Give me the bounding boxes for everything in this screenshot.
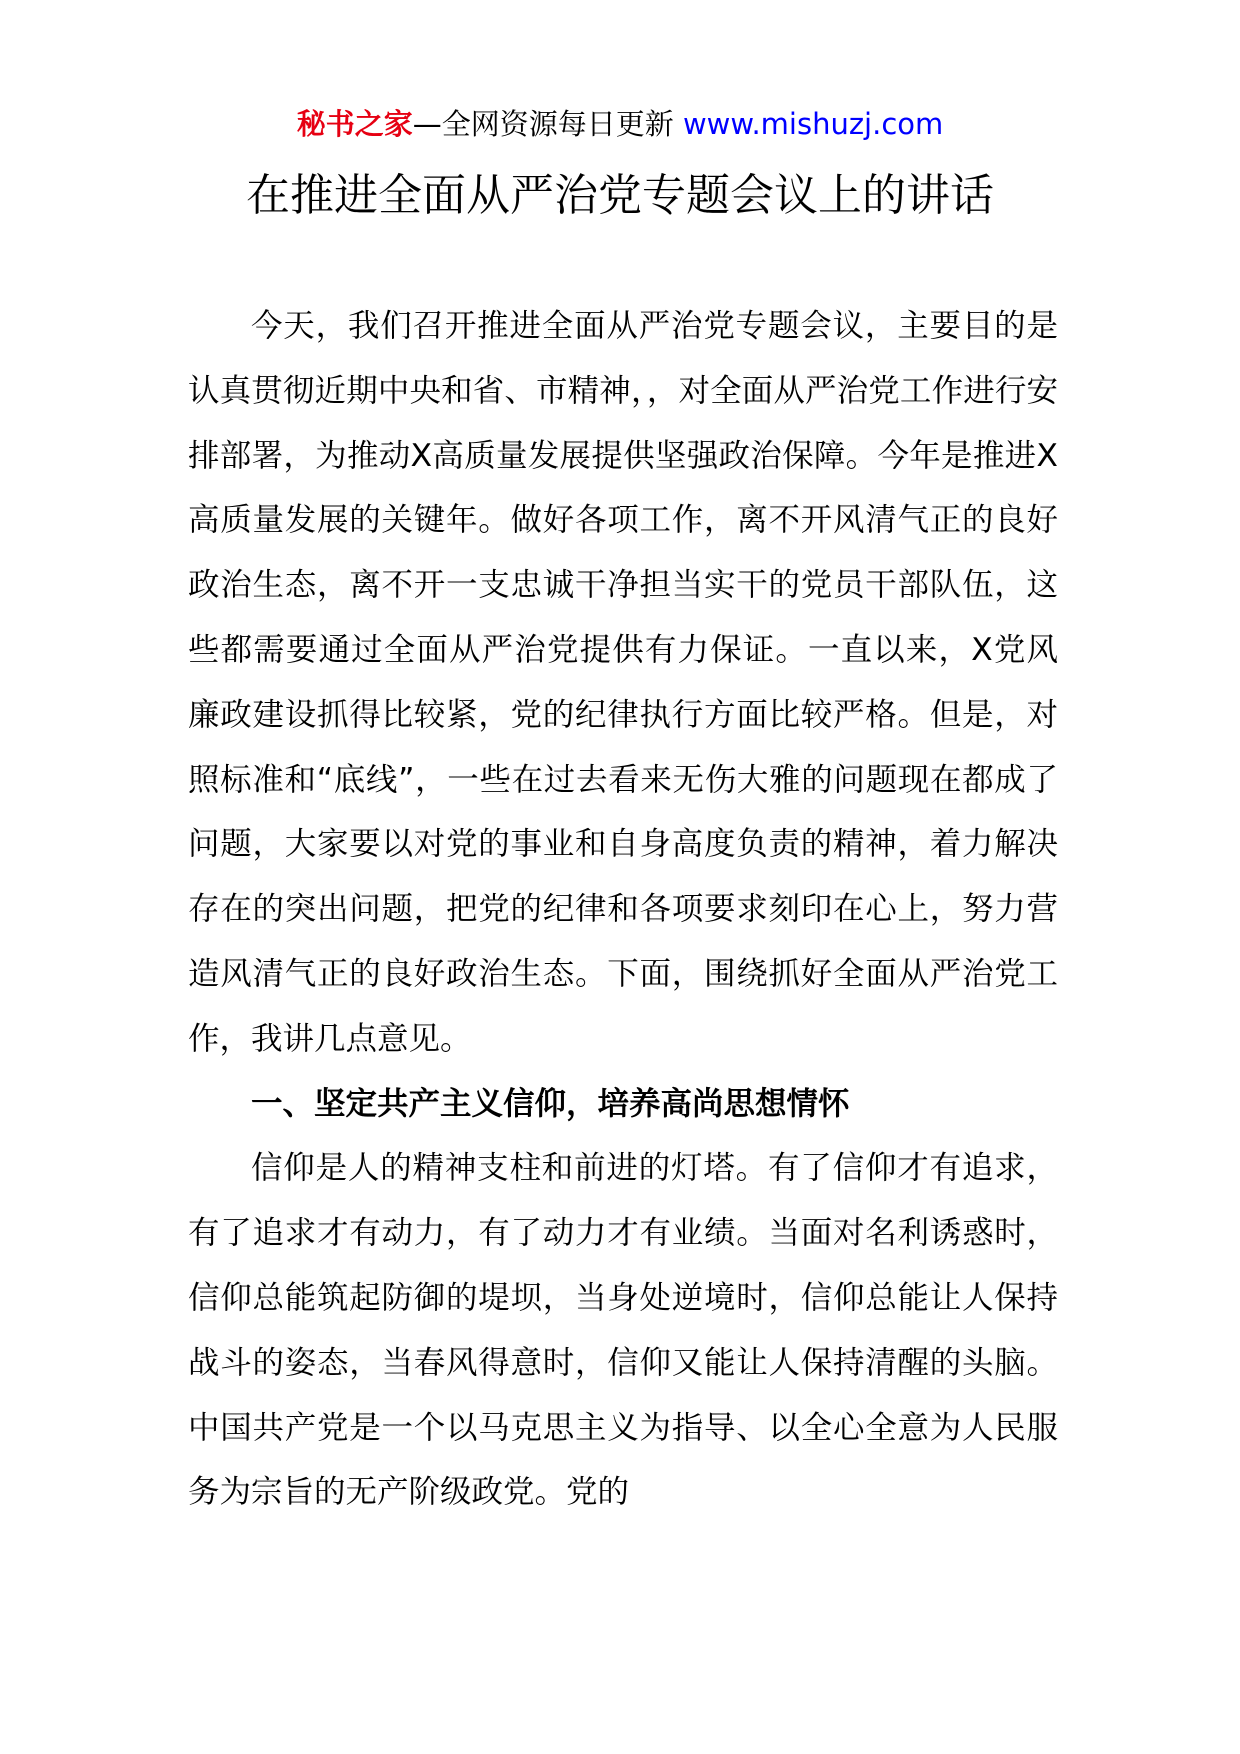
site-slogan: —全网资源每日更新 [412, 107, 674, 141]
intro-paragraph: 今天，我们召开推进全面从严治党专题会议，主要目的是认真贯彻近期中央和省、市精神，，对全面从严治党工作进行安排部署，为推动X高质量发展提供坚强政治保障。今年是推进X高质量发展的关键年。做好各项工作，离不开风清气正的良好政治生态，离不开一支忠诚干净担当实干的党员干部队伍，这些都需要通过全面从严治党提供有力保证。一直以来，X党风廉政建设抓得比较紧，党的纪律执行方面比较严格。但是，对照标准和“底线”，一些在过去看来无伤大雅的问题现在都成了问题，大家要以对党的事业和自身高度负责的精神，着力解决存在的突出问题，把党的纪律和各项要求刻印在心上，努力营造风清气正的良好政治生态。下面，围绕抓好全面从严治党工作，我讲几点意见。 [188, 308, 1058, 1057]
document-title: 在推进全面从严治党专题会议上的讲话 [246, 170, 994, 221]
site-url-link[interactable]: www.mishuzj.com [682, 107, 944, 141]
section-heading-1: 一、坚定共产主义信仰，培养高尚思想情怀 [251, 1085, 850, 1122]
site-brand: 秘书之家 [296, 107, 413, 141]
section-1-paragraph: 信仰是人的精神支柱和前进的灯塔。有了信仰才有追求，有了追求才有动力，有了动力才有业绩。当面对名利诱惑时，信仰总能筑起防御的堤坝，当身处逆境时，信仰总能让人保持战斗的姿态，当春风得意时，信仰又能让人保持清醒的头脑。中国共产党是一个以马克思主义为指导、以全心全意为人民服务为宗旨的无产阶级政党。党的 [188, 1150, 1058, 1511]
document-body [188, 294, 1058, 1525]
site-header [0, 100, 1240, 148]
